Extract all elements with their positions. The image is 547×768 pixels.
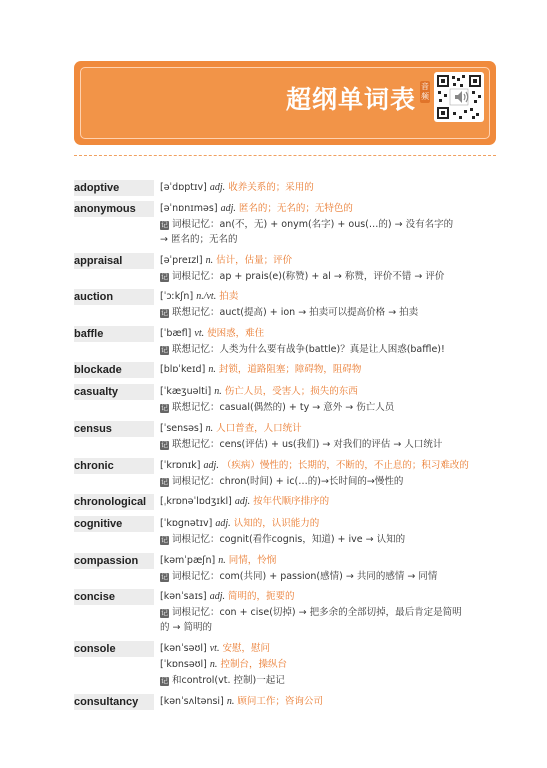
part-of-speech: adj. [209, 182, 226, 193]
memory-note [160, 400, 496, 415]
memory-note [160, 569, 496, 584]
audio-tag: 音频 [421, 82, 429, 101]
memory-note [160, 232, 496, 247]
definition: 使困惑，难住 [207, 328, 265, 339]
memo-icon: 记 [161, 609, 168, 617]
memory-note [160, 673, 496, 688]
definition-line [160, 201, 496, 217]
word-entry [74, 694, 496, 710]
memory-text: 词根记忆：ap + prais(e)(称赞) + al → 称赞，评价不错 → 评价 [172, 271, 445, 282]
phonetic: [ˈkrɒnɪk] [160, 460, 201, 471]
entry-body [154, 458, 496, 489]
part-of-speech: adj. [215, 518, 231, 529]
phonetic: [ˈkæʒuəlti] [160, 386, 212, 397]
headword: compassion [74, 553, 154, 569]
headword: census [74, 421, 154, 437]
headword: cognitive [74, 516, 154, 532]
phonetic: [kəmˈpæʃn] [160, 555, 216, 566]
phonetic: [ˌkrɒnəˈlɒdʒɪkl] [160, 496, 232, 507]
word-entry [74, 180, 496, 196]
word-entry [74, 201, 496, 247]
memo-icon: 记 [161, 677, 168, 685]
word-entry [74, 516, 496, 547]
phonetic: [ˈbæfl] [160, 328, 192, 339]
memory-note [160, 305, 496, 320]
definition: 封锁，道路阻塞；障碍物，阻碍物 [218, 364, 362, 375]
word-entry [74, 458, 496, 489]
word-entry [74, 384, 496, 415]
definition-line [160, 289, 496, 305]
entry-body [154, 494, 496, 510]
memory-text: 词根记忆：com(共同) + passion(感情) → 共同的感情 → 同情 [172, 571, 438, 582]
part-of-speech: n./vt. [196, 291, 217, 302]
word-entry [74, 494, 496, 510]
word-entry [74, 289, 496, 320]
memory-note [160, 620, 496, 635]
definition-line [160, 362, 496, 378]
memory-text: 词根记忆：cognit(看作cognis，知道) + ive → 认知的 [172, 534, 406, 545]
phonetic: [kənˈsʌltənsi] [160, 696, 224, 707]
definition: 拍卖 [219, 291, 239, 302]
memory-text: 词根记忆：chron(时间) + ic(…的)→长时间的→慢性的 [172, 476, 404, 487]
entry-body [154, 421, 496, 452]
entry-body [154, 253, 496, 284]
definition: 人口普查，人口统计 [216, 423, 302, 434]
divider [74, 155, 496, 156]
headword: consultancy [74, 694, 154, 710]
phonetic: [ˈkɒnsəʊl] [160, 659, 207, 670]
definition-line [160, 494, 496, 510]
phonetic: [blɒˈkeɪd] [160, 364, 206, 375]
memory-note [160, 474, 496, 489]
part-of-speech: n. [209, 659, 218, 670]
headword: chronological [74, 494, 154, 510]
entry-body [154, 694, 496, 710]
memory-note [160, 269, 496, 284]
headword: baffle [74, 326, 154, 342]
definition: 按年代顺序排序的 [253, 496, 330, 507]
part-of-speech: n. [208, 364, 216, 375]
word-entry [74, 253, 496, 284]
part-of-speech: n. [226, 696, 235, 707]
memory-note [160, 437, 496, 452]
phonetic: [ˈsensəs] [160, 423, 203, 434]
headword: auction [74, 289, 154, 305]
definition: 认知的，认识能力的 [233, 518, 320, 529]
definition-line [160, 458, 496, 474]
definition-line [160, 553, 496, 569]
memory-text: 联想记忆：人类为什么要有战争(battle)？真是让人困惑(baffle)! [172, 344, 445, 355]
definition-line [160, 516, 496, 532]
memory-text: 联想记忆：cens(评估) + us(我们) → 对我们的评估 → 人口统计 [172, 439, 443, 450]
memo-icon: 记 [161, 478, 168, 486]
definition: 同情，怜悯 [228, 555, 277, 566]
part-of-speech: adj. [209, 591, 225, 602]
definition-line [160, 641, 496, 657]
memory-text: 词根记忆：con + cise(切掉) → 把多余的全部切掉，最后肯定是简明 [172, 607, 462, 618]
phonetic: [əˈpreɪzl] [160, 255, 203, 266]
header-banner [74, 61, 496, 145]
entry-body [154, 201, 496, 247]
definition-line [160, 421, 496, 437]
page-title: 超纲单词表 [285, 85, 416, 114]
word-entry [74, 589, 496, 635]
headword: chronic [74, 458, 154, 474]
memory-text: 的 → 简明的 [160, 622, 212, 633]
word-entry [74, 362, 496, 378]
phonetic: [kənˈsaɪs] [160, 591, 207, 602]
definition: 估计，估量；评价 [216, 255, 293, 266]
headword: console [74, 641, 154, 657]
entry-body [154, 362, 496, 378]
phonetic: [kənˈsəʊl] [160, 643, 207, 654]
memo-icon: 记 [161, 404, 168, 412]
memo-icon: 记 [161, 221, 168, 229]
entry-body [154, 553, 496, 584]
part-of-speech: n. [218, 555, 226, 566]
definition-line [160, 326, 496, 342]
memo-icon: 记 [161, 441, 168, 449]
memory-note [160, 605, 496, 620]
memory-note [160, 217, 496, 232]
memo-icon: 记 [161, 536, 168, 544]
definition: 收养关系的；采用的 [228, 182, 314, 193]
memory-text: 联想记忆：casual(偶然的) + ty → 意外 → 伤亡人员 [172, 402, 395, 413]
phonetic: [əˈdɒptɪv] [160, 182, 207, 193]
part-of-speech: n. [205, 255, 214, 266]
definition-line [160, 180, 496, 196]
phonetic: [əˈnɒnɪməs] [160, 203, 218, 214]
memory-text: 联想记忆：auct(提高) + ion → 拍卖可以提高价格 → 拍卖 [172, 307, 419, 318]
phonetic: [ˈkɒgnətɪv] [160, 518, 213, 529]
definition-line [160, 253, 496, 269]
definition: 控制台，操纵台 [220, 659, 287, 670]
part-of-speech: adj. [220, 203, 236, 214]
entry-body [154, 589, 496, 635]
memo-icon: 记 [161, 573, 168, 581]
definition-line [160, 657, 496, 673]
memory-text: 和control(vt. 控制)一起记 [172, 675, 285, 686]
headword: casualty [74, 384, 154, 400]
part-of-speech: adj. [203, 460, 219, 471]
memory-note [160, 532, 496, 547]
entry-body [154, 180, 496, 196]
headword: adoptive [74, 180, 154, 196]
memory-note [160, 342, 496, 357]
definition: 伤亡人员，受害人；损失的东西 [224, 386, 358, 397]
definition: 安慰，慰问 [222, 643, 270, 654]
definition-line [160, 694, 496, 710]
word-entry [74, 553, 496, 584]
definition: 匿名的；无名的；无特色的 [238, 203, 353, 214]
word-list [74, 180, 496, 710]
headword: blockade [74, 362, 154, 378]
definition: （疾病）慢性的；长期的，不断的，不止息的；积习难改的 [221, 460, 469, 471]
entry-body [154, 516, 496, 547]
part-of-speech: n. [214, 386, 222, 397]
definition-line [160, 589, 496, 605]
word-entry [74, 641, 496, 688]
word-entry [74, 326, 496, 357]
speaker-icon[interactable] [454, 90, 470, 104]
entry-body [154, 641, 496, 688]
memory-text: 词根记忆：an(不，无) + onym(名字) + ous(…的) → 没有名字的 [172, 219, 454, 230]
definition-line [160, 384, 496, 400]
definition: 简明的，扼要的 [228, 591, 295, 602]
part-of-speech: n. [205, 423, 214, 434]
memory-text: → 匿名的；无名的 [160, 234, 238, 245]
headword: anonymous [74, 201, 154, 217]
memo-icon: 记 [161, 309, 168, 317]
headword: appraisal [74, 253, 154, 269]
part-of-speech: adj. [234, 496, 251, 507]
memo-icon: 记 [161, 346, 168, 354]
entry-body [154, 326, 496, 357]
entry-body [154, 289, 496, 320]
entry-body [154, 384, 496, 415]
phonetic: [ˈɔːkʃn] [160, 291, 194, 302]
part-of-speech: vt. [194, 328, 205, 339]
word-entry [74, 421, 496, 452]
headword: concise [74, 589, 154, 605]
definition: 顾问工作；咨询公司 [237, 696, 323, 707]
memo-icon: 记 [161, 273, 168, 281]
part-of-speech: vt. [209, 643, 220, 654]
